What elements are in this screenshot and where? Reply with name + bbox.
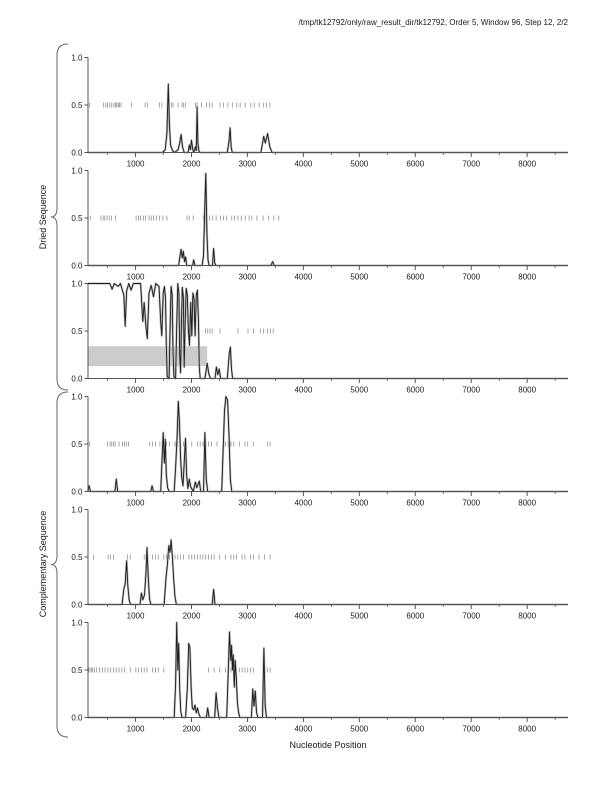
- x-tick-label: 8000: [518, 724, 537, 734]
- x-tick-label: 1000: [126, 159, 145, 169]
- x-tick-label: 5000: [350, 498, 369, 508]
- x-tick-label: 7000: [462, 272, 481, 282]
- x-tick-label: 1000: [126, 611, 145, 621]
- series-line: [88, 623, 568, 718]
- x-tick-label: 4000: [294, 498, 313, 508]
- x-tick-label: 1000: [126, 498, 145, 508]
- y-tick-label: 1.0: [71, 166, 83, 176]
- x-tick-label: 4000: [294, 272, 313, 282]
- x-tick-label: 2000: [182, 272, 201, 282]
- x-tick-label: 2000: [182, 159, 201, 169]
- series-shadow: [88, 84, 568, 152]
- series-shadow: [88, 623, 568, 718]
- y-tick-label: 0.0: [71, 261, 83, 271]
- highlight-band: [88, 346, 207, 366]
- series-line: [88, 84, 568, 152]
- panel-4: [71, 392, 568, 507]
- x-tick-label: 2000: [182, 611, 201, 621]
- y-tick-label: 0.0: [71, 148, 83, 158]
- y-tick-label: 0.5: [71, 439, 83, 449]
- panel-2: [71, 166, 568, 281]
- x-tick-label: 6000: [406, 272, 425, 282]
- y-tick-label: 0.5: [71, 326, 83, 336]
- x-tick-label: 2000: [182, 385, 201, 395]
- chart-title: /tmp/tk12792/only/raw_result_dir/tk12792, Order 5, Window 96, Step 12, 2/2: [298, 18, 568, 27]
- x-tick-label: 2000: [182, 498, 201, 508]
- x-tick-label: 4000: [294, 385, 313, 395]
- x-tick-label: 7000: [462, 611, 481, 621]
- x-tick-label: 5000: [350, 159, 369, 169]
- x-tick-label: 7000: [462, 498, 481, 508]
- x-tick-label: 3000: [238, 498, 257, 508]
- x-tick-label: 7000: [462, 385, 481, 395]
- series-shadow: [88, 540, 568, 605]
- group-label-complementary-sequence: Complementary Sequence: [38, 510, 48, 618]
- y-tick-label: 0.5: [71, 552, 83, 562]
- y-tick-label: 0.0: [71, 713, 83, 723]
- x-tick-label: 8000: [518, 611, 537, 621]
- x-tick-label: 6000: [406, 724, 425, 734]
- x-tick-label: 8000: [518, 385, 537, 395]
- y-tick-label: 1.0: [71, 505, 83, 515]
- y-tick-label: 0.0: [71, 600, 83, 610]
- y-tick-label: 1.0: [71, 392, 83, 402]
- x-tick-label: 8000: [518, 272, 537, 282]
- group-brace-bottom: [51, 392, 68, 737]
- x-tick-label: 3000: [238, 272, 257, 282]
- x-tick-label: 4000: [294, 611, 313, 621]
- y-tick-label: 1.0: [71, 53, 83, 63]
- panel-3: [71, 279, 568, 394]
- x-tick-label: 7000: [462, 159, 481, 169]
- x-tick-label: 3000: [238, 159, 257, 169]
- x-tick-label: 6000: [406, 498, 425, 508]
- x-tick-label: 6000: [406, 385, 425, 395]
- x-tick-label: 3000: [238, 611, 257, 621]
- y-tick-label: 0.0: [71, 487, 83, 497]
- panel-6: [71, 618, 568, 733]
- group-brace-top: [51, 44, 68, 390]
- x-tick-label: 5000: [350, 724, 369, 734]
- x-tick-label: 2000: [182, 724, 201, 734]
- panel-1: [71, 53, 568, 168]
- y-tick-label: 1.0: [71, 618, 83, 628]
- x-tick-label: 1000: [126, 385, 145, 395]
- y-tick-label: 0.5: [71, 665, 83, 675]
- x-tick-label: 7000: [462, 724, 481, 734]
- x-tick-label: 6000: [406, 611, 425, 621]
- x-tick-label: 4000: [294, 724, 313, 734]
- x-tick-label: 5000: [350, 385, 369, 395]
- x-tick-label: 8000: [518, 159, 537, 169]
- x-tick-label: 1000: [126, 272, 145, 282]
- x-tick-label: 3000: [238, 385, 257, 395]
- x-axis-label: Nucleotide Position: [289, 740, 367, 750]
- group-label-dried-sequence: Dried Sequence: [38, 184, 48, 250]
- y-tick-label: 1.0: [71, 279, 83, 289]
- x-tick-label: 5000: [350, 611, 369, 621]
- series-line: [88, 540, 568, 605]
- y-tick-label: 0.5: [71, 213, 83, 223]
- x-tick-label: 3000: [238, 724, 257, 734]
- y-tick-label: 0.0: [71, 374, 83, 384]
- x-tick-label: 8000: [518, 498, 537, 508]
- x-tick-label: 4000: [294, 159, 313, 169]
- panel-5: [71, 505, 568, 620]
- x-tick-label: 6000: [406, 159, 425, 169]
- x-tick-label: 5000: [350, 272, 369, 282]
- x-tick-label: 1000: [126, 724, 145, 734]
- y-tick-label: 0.5: [71, 100, 83, 110]
